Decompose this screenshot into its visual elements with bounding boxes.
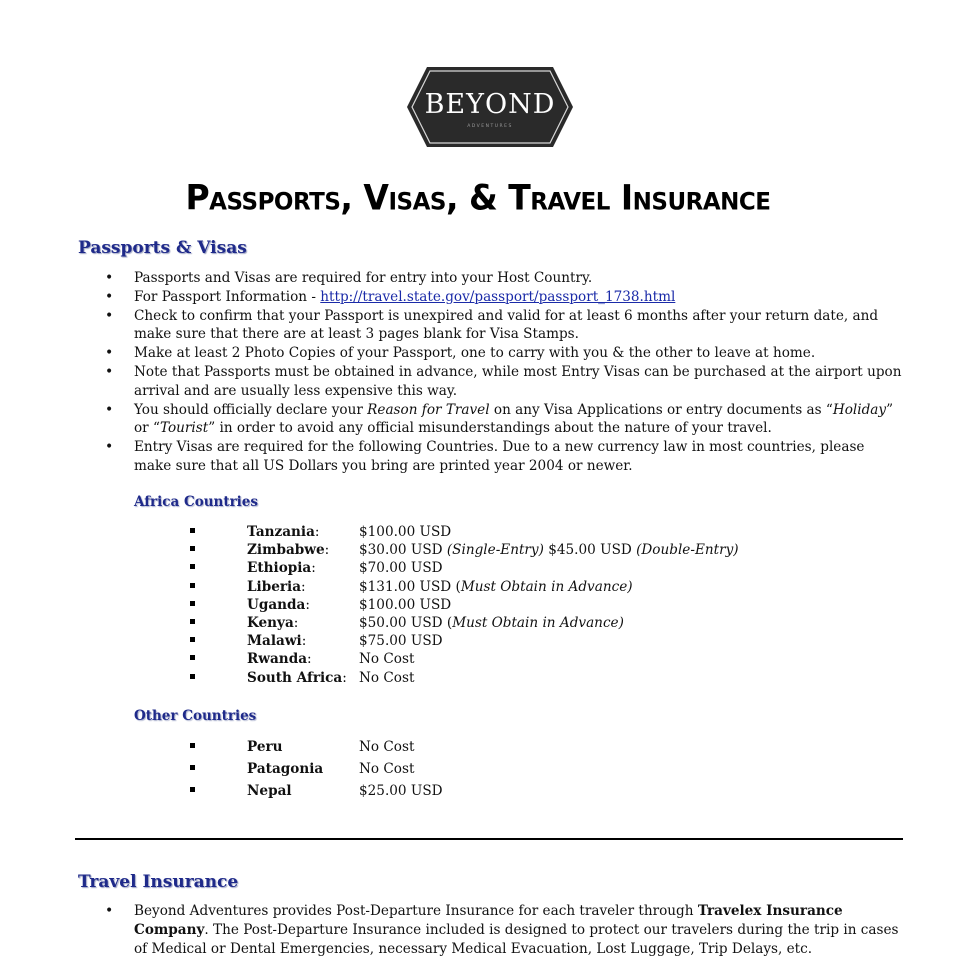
other-countries-heading: Other Countries (134, 708, 257, 724)
table-row: Uganda: $100.00 USD (188, 597, 739, 615)
list-item: • For Passport Information - http://travel.state.gov/passport/passport_1738.html (105, 288, 905, 307)
passports-bullet-list (105, 269, 905, 476)
list-item: • Beyond Adventures provides Post-Departure Insurance for each traveler through Travelex Insurance Company. The Post-Departure Insurance included is designed to protect our travelers during the trip in cases of Medical or Dental Emergencies, necessary Medical Evacuation, Lost Luggage, Trip Delays, etc. (105, 902, 905, 958)
list-item: • You should officially declare your Reason for Travel on any Visa Applications or entry documents as “Holiday” or “Tourist” in order to avoid any official misunderstandings about the nature of your travel. (105, 401, 905, 439)
insurance-bullet-list (105, 902, 905, 958)
table-row: Kenya: $50.00 USD (Must Obtain in Advance) (188, 615, 739, 633)
travel-insurance-heading: Travel Insurance (78, 872, 239, 892)
table-row: Ethiopia: $70.00 USD (188, 560, 739, 578)
list-item: • Check to confirm that your Passport is unexpired and valid for at least 6 months after your return date, and make sure that there are at least 3 pages blank for Visa Stamps. (105, 307, 905, 345)
passports-visas-heading: Passports & Visas (78, 238, 247, 258)
section-divider (75, 838, 903, 840)
table-row: Malawi: $75.00 USD (188, 633, 739, 651)
table-row: Nepal $25.00 USD (188, 783, 443, 805)
table-row: Peru No Cost (188, 739, 443, 761)
svg-text:BEYOND: BEYOND (424, 89, 556, 120)
list-item: • Make at least 2 Photo Copies of your Passport, one to carry with you & the other to leave at home. (105, 344, 905, 363)
beyond-adventures-logo (405, 65, 575, 149)
list-item: • Note that Passports must be obtained in advance, while most Entry Visas can be purchased at the airport upon arrival and are usually less expensive this way. (105, 363, 905, 401)
passport-info-link[interactable]: http://travel.state.gov/passport/passport_1738.html (320, 288, 676, 305)
list-item: • Passports and Visas are required for entry into your Host Country. (105, 269, 905, 288)
table-row: Liberia: $131.00 USD (Must Obtain in Advance) (188, 579, 739, 597)
page-title: Passports, Visas, & Travel Insurance (185, 177, 771, 218)
africa-visa-fees-table (188, 524, 739, 688)
other-visa-fees-table (188, 739, 443, 805)
table-row: Zimbabwe: $30.00 USD (Single-Entry) $45.00 USD (Double-Entry) (188, 542, 739, 560)
table-row: South Africa: No Cost (188, 670, 739, 688)
table-row: Patagonia No Cost (188, 761, 443, 783)
svg-text:ADVENTURES: ADVENTURES (467, 124, 513, 129)
table-row: Rwanda: No Cost (188, 651, 739, 669)
africa-countries-heading: Africa Countries (134, 494, 258, 510)
list-item: • Entry Visas are required for the following Countries. Due to a new currency law in most countries, please make sure that all US Dollars you bring are printed year 2004 or newer. (105, 438, 905, 476)
table-row: Tanzania: $100.00 USD (188, 524, 739, 542)
